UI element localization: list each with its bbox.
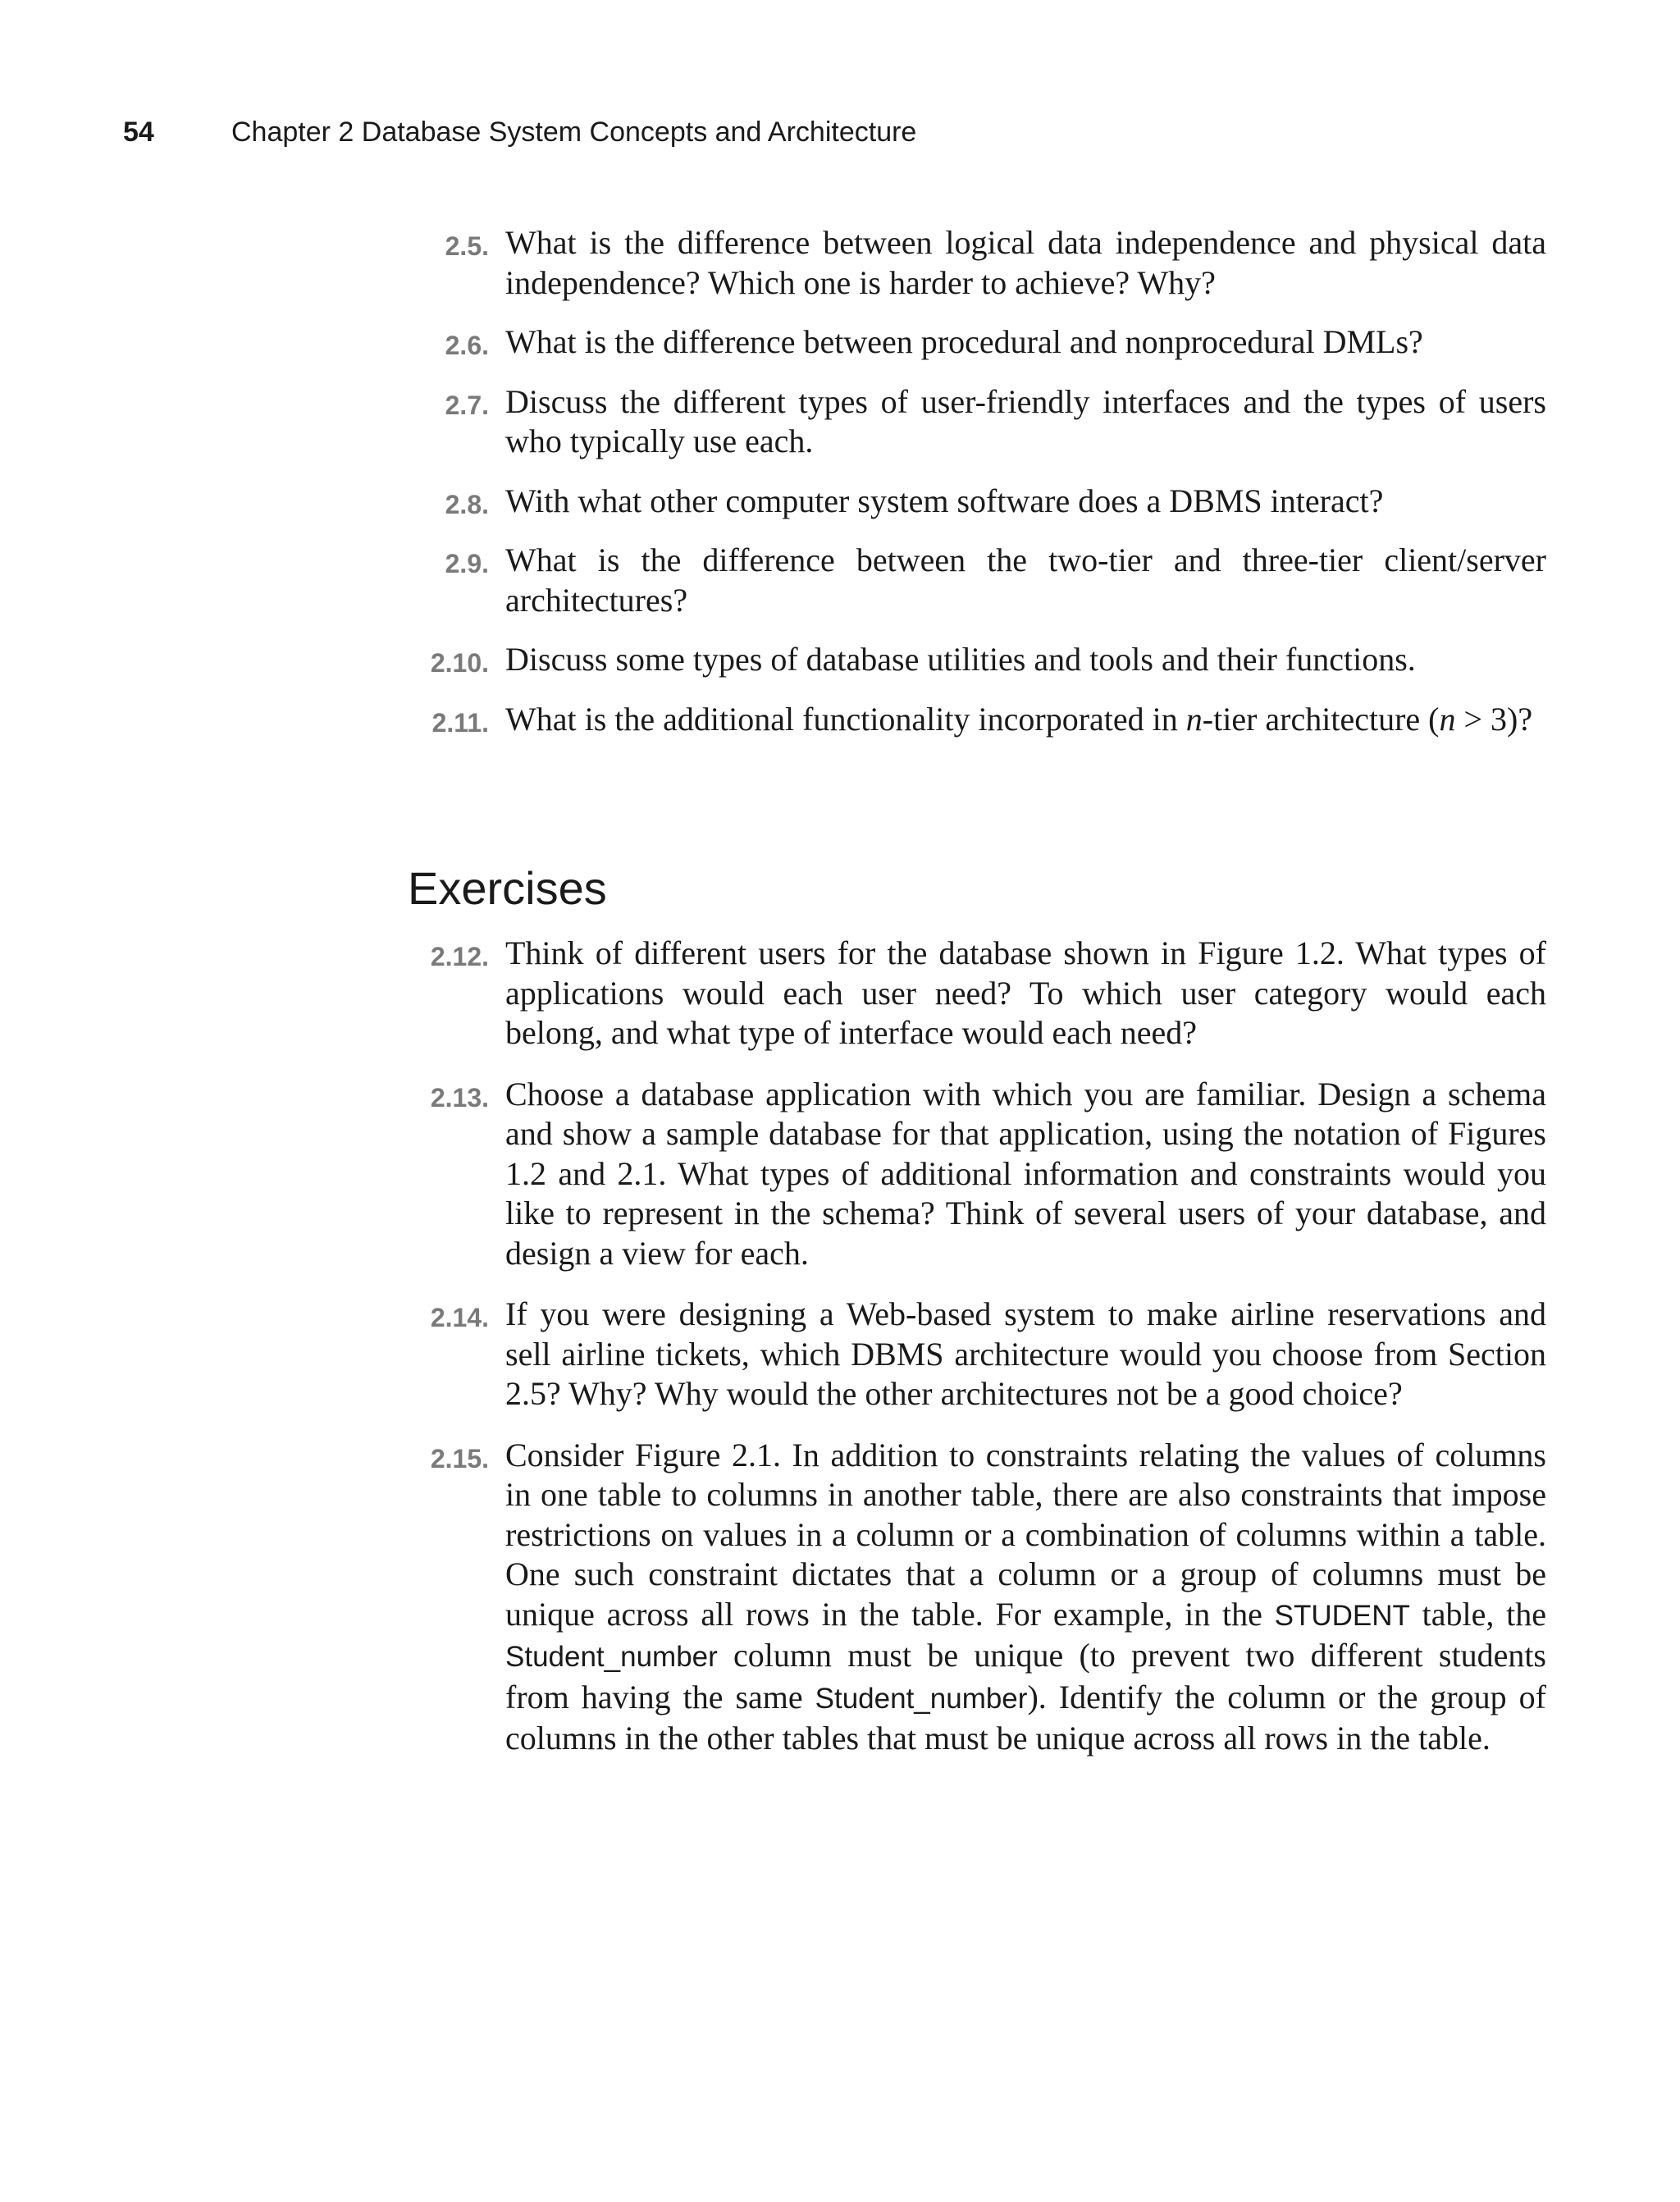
exercise-text bbox=[505, 1436, 1546, 1759]
question-text: What is the difference between the two-tier and three-tier client/server architectures? bbox=[505, 541, 1546, 619]
term-student-table: STUDENT bbox=[1274, 1599, 1410, 1632]
question-text: What is the difference between procedural and nonprocedural DMLs? bbox=[505, 323, 1423, 360]
exercise-2-12 bbox=[402, 934, 1546, 1053]
chapter-title: Chapter 2 Database System Concepts and Architecture bbox=[231, 116, 917, 148]
question-number: 2.9. bbox=[445, 549, 489, 578]
exercise-text-part: ). Identify the column or the group of columns in the other tables that must be unique across all rows in the table. bbox=[505, 1678, 1546, 1757]
question-text-part: > 3)? bbox=[1455, 700, 1533, 738]
exercise-2-15 bbox=[402, 1436, 1546, 1759]
exercise-text-part: column must be unique (to prevent two different students from having the same bbox=[505, 1637, 1546, 1715]
review-question-2-10 bbox=[402, 640, 1546, 680]
review-question-2-6 bbox=[402, 322, 1546, 363]
exercise-2-13 bbox=[402, 1075, 1546, 1274]
exercise-text: If you were designing a Web-based system to make airline reservations and sell airline tickets, which DBMS architecture would you choose from Section 2.5? Why? Why would the other architectures not be a good choice? bbox=[505, 1295, 1546, 1412]
review-questions-list bbox=[402, 223, 1546, 759]
question-text-part: -tier architecture ( bbox=[1202, 700, 1440, 738]
review-question-2-11 bbox=[402, 700, 1546, 740]
exercise-2-14 bbox=[402, 1295, 1546, 1414]
question-text-part: What is the additional functionality incorporated in bbox=[505, 700, 1186, 738]
exercise-number: 2.13. bbox=[430, 1082, 489, 1112]
question-number: 2.11. bbox=[431, 707, 489, 738]
question-text: With what other computer system software does a DBMS interact? bbox=[505, 482, 1384, 519]
exercises-heading: Exercises bbox=[408, 862, 607, 914]
exercise-text: Choose a database application with which you are familiar. Design a schema and show a sample database for that application, using the notation of Figures 1.2 and 2.1. What types of additional information and constraints would you like to represent in the schema? Think of several users of your database, and design a view for each. bbox=[505, 1075, 1546, 1272]
term-student-number: Student_number bbox=[505, 1641, 718, 1673]
exercises-list bbox=[402, 934, 1546, 1780]
review-question-2-7 bbox=[402, 382, 1546, 462]
exercise-text-part: Consider Figure 2.1. In addition to constraints relating the values of columns in one table to columns in another table, there are also constraints that impose restrictions on values in a column or a combination of columns within a table. One such constraint dictates that a column or a group of columns must be unique across all rows in the table. For example, in the bbox=[505, 1436, 1546, 1633]
review-question-2-9 bbox=[402, 541, 1546, 620]
question-text: Discuss the different types of user-friendly interfaces and the types of users who typically use each. bbox=[505, 382, 1546, 459]
variable-n: n bbox=[1185, 700, 1203, 738]
question-number: 2.10. bbox=[430, 648, 489, 678]
question-number: 2.5. bbox=[445, 231, 489, 261]
variable-n: n bbox=[1439, 700, 1456, 738]
question-number: 2.7. bbox=[445, 390, 489, 420]
page-number: 54 bbox=[123, 116, 154, 148]
exercise-number: 2.14. bbox=[430, 1303, 489, 1332]
review-question-2-5 bbox=[402, 223, 1546, 303]
question-number: 2.8. bbox=[445, 489, 489, 519]
exercise-number: 2.12. bbox=[430, 942, 489, 971]
exercise-text-part: table, the bbox=[1409, 1595, 1546, 1633]
question-number: 2.6. bbox=[445, 331, 489, 360]
running-head bbox=[123, 116, 1557, 158]
term-student-number: Student_number bbox=[815, 1682, 1028, 1715]
question-text bbox=[505, 700, 1546, 740]
question-text: What is the difference between logical data independence and physical data independence? Which one is harder to achieve? Why? bbox=[505, 224, 1546, 301]
exercise-number: 2.15. bbox=[430, 1443, 489, 1473]
exercise-text: Think of different users for the database shown in Figure 1.2. What types of applications would each user need? To which user category would each belong, and what type of interface would each need? bbox=[505, 934, 1546, 1051]
question-text: Discuss some types of database utilities and tools and their functions. bbox=[505, 641, 1416, 678]
review-question-2-8 bbox=[402, 482, 1546, 522]
